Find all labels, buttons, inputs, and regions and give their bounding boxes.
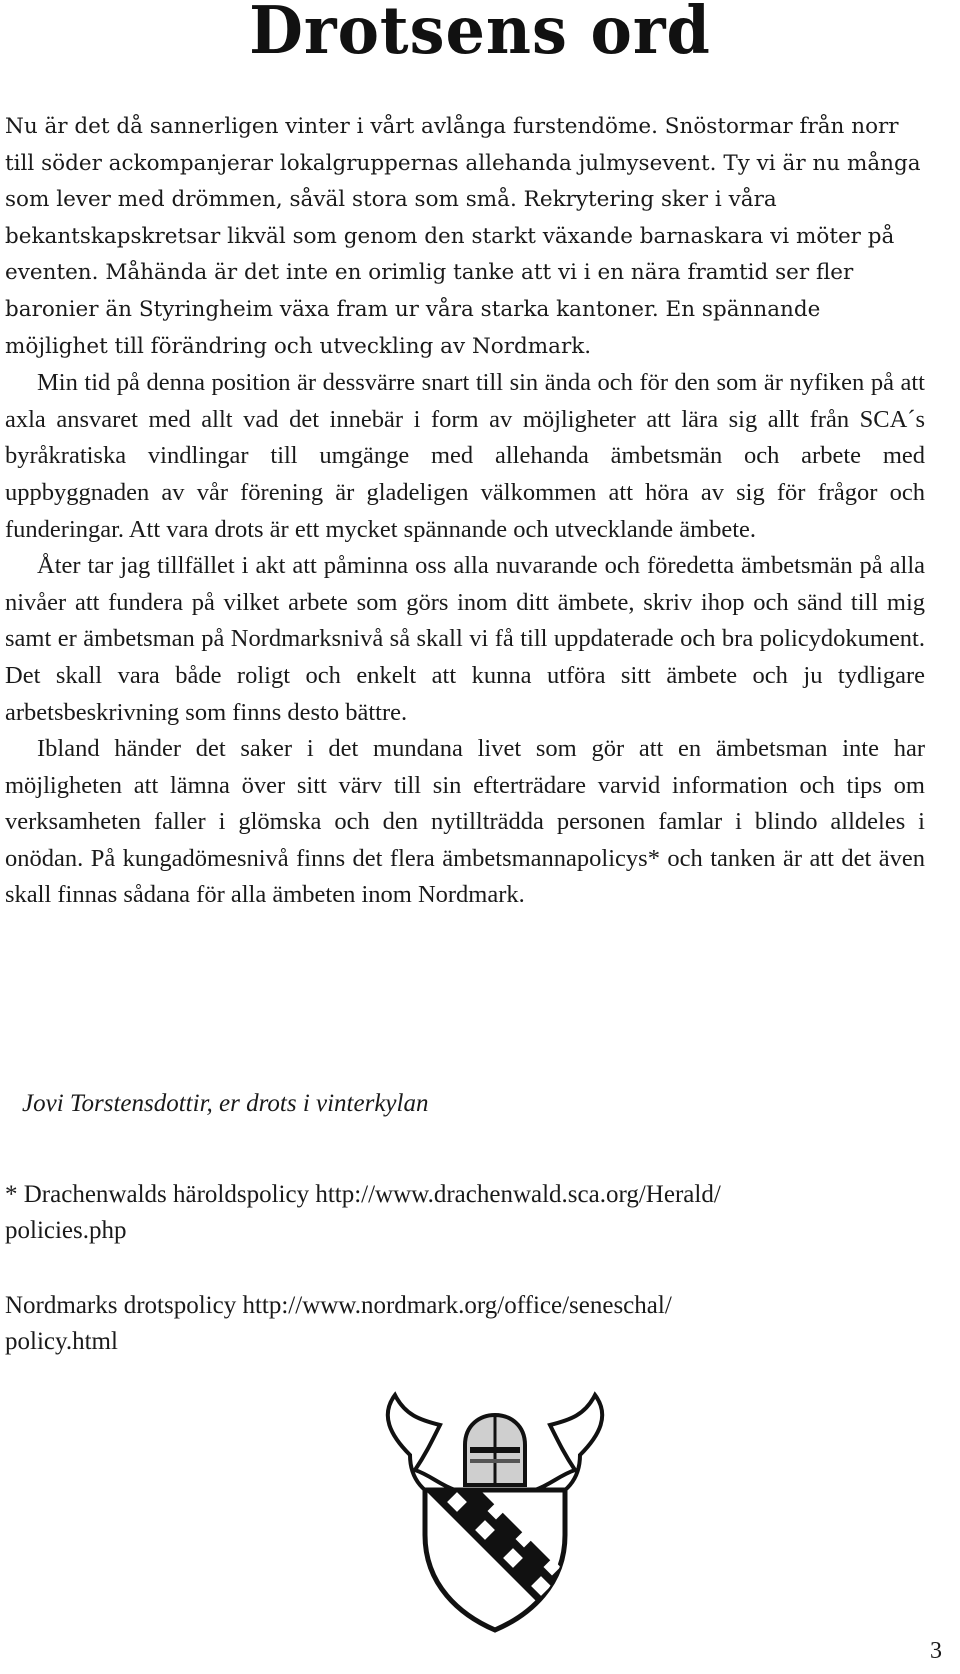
signature: Jovi Torstensdottir, er drots i vinterkylan [22, 1090, 429, 1117]
mantling-left [388, 1395, 455, 1500]
page-title: Drotsens ord [249, 0, 711, 69]
article-body [5, 109, 925, 914]
page-number: 3 [930, 1638, 942, 1664]
paragraph-3: Åter tar jag tillfället i akt att påminna oss alla nuvarande och föredetta ämbetsmän på alla nivåer att fundera på vilket arbete som görs inom ditt ämbete, skriv ihop och sänd till mig samt er ämbetsman på Nordmarksnivå så skall vi få till uppdaterade och bra policydokument. Det skall vara både roligt och enkelt att kunna utföra sitt ämbete och ju tydligare arbetsbeskrivning som finns desto bättre. [5, 552, 925, 726]
paragraph-4: Ibland händer det saker i det mundana livet som gör att en ämbetsman inte har möjligheten att lämna över sitt värv till sin efterträdare varvid information och tips om verksamheten faller i glömska och den nytillträdda personen famlar i blindo alldeles i onödan. På kungadömesnivå finns det flera ämbetsmannapolicys* och tanken är att det även skall finnas sådana för alla ämbeten inom Nordmark. [5, 735, 925, 909]
footnote-2: Nordmarks drotspolicy http://www.nordmark.org/office/seneschal/ policy.html [5, 1292, 672, 1355]
footnote-1: * Drachenwalds häroldspolicy http://www.drachenwald.sca.org/Herald/ policies.php [5, 1181, 721, 1244]
paragraph-2: Min tid på denna position är dessvärre snart till sin ända och för den som är nyfiken på att axla ansvaret med allt vad det innebär i form av möjligheter att lära sig allt från SCA´s byråkratiska vindlingar till umgänge med allehanda ämbetsmän och arbete med uppbyggnaden av vår förening är gladeligen välkommen att höra av sig för frågor och funderingar. Att vara drots är ett mycket spännande och utvecklande ämbete. [5, 369, 925, 543]
mantling-right [535, 1395, 602, 1500]
heraldic-crest-icon [370, 1375, 620, 1635]
paragraph-1: Nu är det då sannerligen vinter i vårt avlånga furstendöme. Snöstormar från norr till söder ackompanjerar lokalgruppernas allehanda julmysevent. Ty vi är nu många som lever med drömmen, såväl stora som små. Rekrytering sker i våra bekantskapskretsar likväl som genom den starkt växande barnaskara vi möter på eventen. Måhända är det inte en orimlig tanke att vi i en nära framtid ser fler baronier än Styringheim växa fram ur våra starka kantoner. En spännande möjlighet till förändring och utveckling av Nordmark. [5, 114, 921, 359]
